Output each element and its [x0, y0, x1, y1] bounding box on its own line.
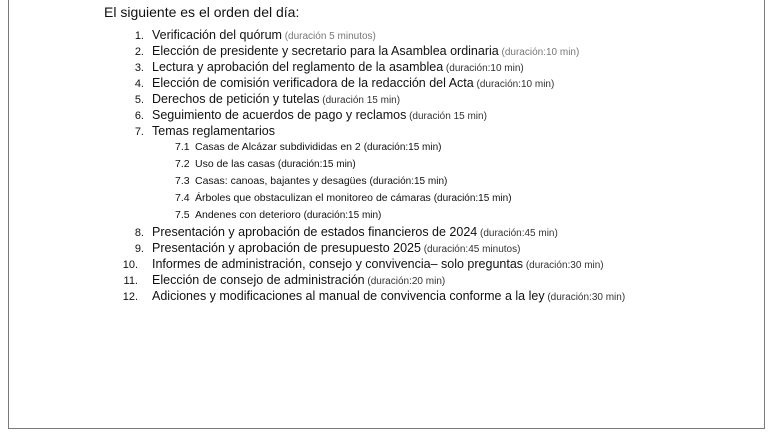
- item-title: Elección de consejo de administración: [152, 273, 365, 287]
- subitem-duration: (duración:15 min): [277, 159, 356, 170]
- agenda-intro: El siguiente es el orden del día:: [104, 4, 300, 20]
- subitem-duration: (duración:15 min): [433, 193, 512, 204]
- item-number: 5.: [134, 94, 144, 106]
- item-title: Elección de comisión verificadora de la redacción del Acta: [152, 76, 474, 90]
- subitem-text: [195, 139, 442, 156]
- item-number: 12.: [122, 291, 138, 303]
- subitem-number: 7.1: [175, 141, 190, 153]
- item-number: 2.: [134, 46, 144, 58]
- item-number: 9.: [134, 243, 144, 255]
- subitem-duration: (duración:15 min): [363, 142, 442, 153]
- item-title: Adiciones y modificaciones al manual de convivencia conforme a la ley: [152, 289, 545, 303]
- item-number: 8.: [134, 227, 144, 239]
- item-number: 4.: [134, 78, 144, 90]
- item-title: Lectura y aprobación del reglamento de la asamblea: [152, 60, 444, 74]
- item-duration: (duración:10 min): [498, 47, 580, 58]
- subitem-text: [195, 207, 381, 224]
- item-duration: (duración:30 min): [523, 260, 604, 271]
- item-title: Derechos de petición y tutelas: [152, 92, 320, 106]
- item-duration: (duración:30 min): [544, 292, 626, 303]
- item-title: Verificación del quórum: [152, 28, 282, 42]
- subitem-text: [195, 173, 447, 190]
- subitem-title: Árboles que obstaculizan el monitoreo de cámaras: [195, 192, 434, 204]
- item-title: Presentación y aprobación de estados financieros de 2024: [152, 225, 478, 239]
- item-number: 1.: [134, 30, 144, 42]
- item-number: 3.: [134, 62, 144, 74]
- item-duration: (duración:10 min): [473, 79, 555, 90]
- subitem-title: Andenes con deterioro: [195, 209, 304, 221]
- item-number: 11.: [123, 275, 138, 287]
- subitem-number: 7.4: [175, 192, 190, 204]
- subitem-number: 7.3: [175, 175, 190, 187]
- subitem-title: Casas de Alcázar subdivididas en 2: [195, 141, 364, 153]
- subitem-number: 7.5: [175, 209, 190, 221]
- item-text: [152, 123, 275, 139]
- subitem-duration: (duración:15 min): [369, 176, 448, 187]
- item-duration: (duración:45 min): [477, 228, 558, 239]
- subitem-duration: (duración:15 min): [303, 210, 382, 221]
- subitem-text: [195, 156, 356, 173]
- subitem-title: Casas: canoas, bajantes y desagües: [195, 175, 370, 187]
- item-title: Seguimiento de acuerdos de pago y reclamos: [152, 108, 407, 122]
- subitem-title: Uso de las casas: [195, 158, 278, 170]
- item-duration: (duración:10 min): [443, 63, 524, 74]
- item-title: Presentación y aprobación de presupuesto 2025: [152, 241, 421, 255]
- item-number: 6.: [134, 110, 144, 122]
- item-number: 7.: [134, 126, 144, 138]
- subitem-number: 7.2: [175, 158, 190, 170]
- item-title: Informes de administración, consejo y convivencia– solo preguntas: [152, 257, 524, 271]
- item-duration: (duración 15 min): [319, 95, 401, 106]
- subitem-text: [195, 190, 512, 207]
- item-duration: (duración 5 minutos): [281, 31, 376, 42]
- item-text: [152, 288, 625, 306]
- item-title: Elección de presidente y secretario para la Asamblea ordinaria: [152, 44, 499, 58]
- item-duration: (duración:45 minutos): [420, 244, 521, 255]
- item-title: Temas reglamentarios: [152, 124, 275, 138]
- item-duration: (duración:20 min): [364, 276, 446, 287]
- item-duration: (duración 15 min): [406, 111, 487, 122]
- item-number: 10.: [122, 259, 138, 271]
